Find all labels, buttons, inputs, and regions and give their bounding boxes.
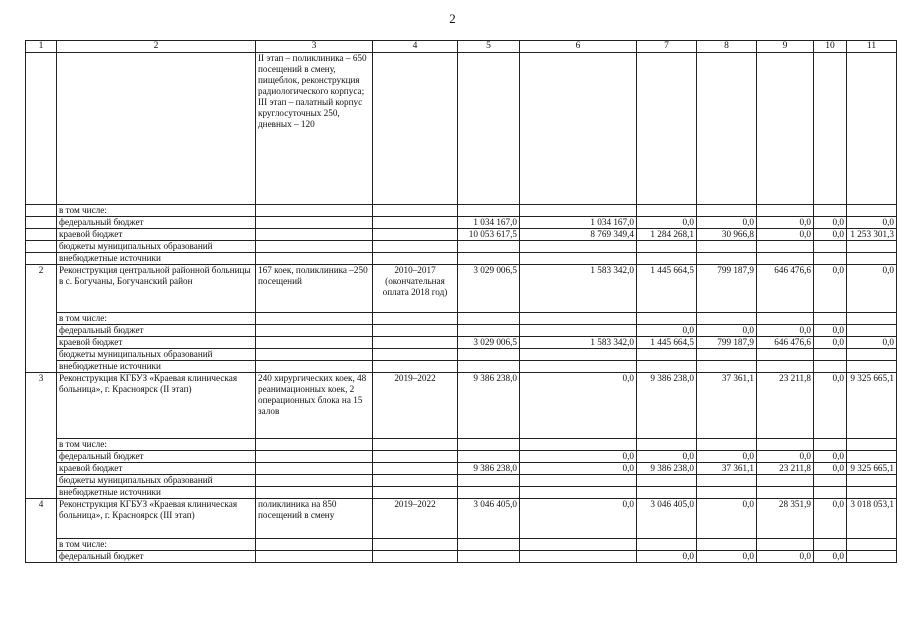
period-cell-blank	[373, 229, 458, 241]
amount-c6	[520, 539, 637, 551]
amount-c7	[637, 253, 697, 265]
column-header: 9	[757, 41, 814, 53]
period-cell-blank	[373, 313, 458, 325]
amount-c11	[847, 475, 897, 487]
total-c6: 0,0	[520, 499, 637, 539]
funding-source-label: федеральный бюджет	[57, 325, 256, 337]
amount-c8	[697, 487, 757, 499]
amount-c7	[637, 349, 697, 361]
capacity-cell-blank	[256, 325, 373, 337]
amount-c7	[637, 439, 697, 451]
amount-c7: 1 284 268,1	[637, 229, 697, 241]
funding-source-label: бюджеты муниципальных образований	[57, 349, 256, 361]
total-c7: 9 386 238,0	[637, 373, 697, 439]
blank-cell	[637, 53, 697, 205]
amount-c6: 0,0	[520, 463, 637, 475]
funding-source-label: федеральный бюджет	[57, 451, 256, 463]
amount-c7	[637, 487, 697, 499]
project-name: Реконструкция КГБУЗ «Краевая клиническая больница», г. Красноярск (III этап)	[57, 499, 256, 539]
capacity-cell-blank	[256, 349, 373, 361]
row-number-blank	[26, 229, 57, 241]
amount-c10: 0,0	[814, 337, 847, 349]
capacity-cell-blank	[256, 205, 373, 217]
period-cell-blank	[373, 205, 458, 217]
amount-c8	[697, 349, 757, 361]
amount-c9: 0,0	[757, 229, 814, 241]
period-cell-blank	[373, 361, 458, 373]
amount-c9	[757, 349, 814, 361]
breakdown-row	[26, 475, 897, 487]
capacity-cell-blank	[256, 313, 373, 325]
breakdown-row	[26, 361, 897, 373]
amount-c5	[458, 313, 520, 325]
amount-c5	[458, 451, 520, 463]
amount-c9	[757, 475, 814, 487]
amount-c6	[520, 439, 637, 451]
period-cell-blank	[373, 349, 458, 361]
period-cell-blank	[373, 217, 458, 229]
project-row	[26, 373, 897, 439]
budget-table	[25, 40, 897, 563]
amount-c7: 1 445 664,5	[637, 337, 697, 349]
stage-capacity-text: II этап – поликлиника – 650 посещений в смену, пищеблок, реконструкция радиологического корпуса; III этап – палатный корпус круглосуточных 250, дневных – 120	[256, 53, 373, 205]
funding-source-label: федеральный бюджет	[57, 551, 256, 563]
column-header: 7	[637, 41, 697, 53]
amount-c7: 0,0	[637, 451, 697, 463]
amount-c11	[847, 439, 897, 451]
amount-c8: 0,0	[697, 451, 757, 463]
amount-c7: 9 386 238,0	[637, 463, 697, 475]
amount-c7: 0,0	[637, 551, 697, 563]
capacity-cell-blank	[256, 253, 373, 265]
amount-c11: 9 325 665,1	[847, 463, 897, 475]
project-number: 3	[26, 373, 57, 499]
stage-capacity-row	[26, 53, 897, 205]
amount-c10: 0,0	[814, 451, 847, 463]
amount-c10: 0,0	[814, 217, 847, 229]
amount-c11	[847, 487, 897, 499]
project-number: 2	[26, 265, 57, 373]
project-capacity: 167 коек, поликлиника –250 посещений	[256, 265, 373, 313]
funding-source-label: в том числе:	[57, 439, 256, 451]
total-c8: 0,0	[697, 499, 757, 539]
total-c9: 646 476,6	[757, 265, 814, 313]
amount-c7	[637, 475, 697, 487]
funding-source-label: бюджеты муниципальных образований	[57, 475, 256, 487]
total-c7: 3 046 405,0	[637, 499, 697, 539]
amount-c11	[847, 361, 897, 373]
blank-cell	[458, 53, 520, 205]
breakdown-row	[26, 487, 897, 499]
period-cell-blank	[373, 463, 458, 475]
amount-c9	[757, 361, 814, 373]
amount-c5	[458, 349, 520, 361]
amount-c11	[847, 349, 897, 361]
blank-cell	[520, 53, 637, 205]
breakdown-row	[26, 325, 897, 337]
project-number: 4	[26, 499, 57, 563]
amount-c10	[814, 487, 847, 499]
capacity-cell-blank	[256, 241, 373, 253]
total-c9: 23 211,8	[757, 373, 814, 439]
project-period: 2019–2022	[373, 373, 458, 439]
amount-c9	[757, 313, 814, 325]
column-header: 8	[697, 41, 757, 53]
amount-c10: 0,0	[814, 325, 847, 337]
amount-c11: 0,0	[847, 337, 897, 349]
project-row	[26, 499, 897, 539]
period-cell-blank	[373, 325, 458, 337]
blank-cell	[814, 53, 847, 205]
amount-c10	[814, 253, 847, 265]
amount-c5	[458, 439, 520, 451]
period-cell-blank	[373, 539, 458, 551]
amount-c5	[458, 241, 520, 253]
amount-c11	[847, 539, 897, 551]
amount-c8	[697, 313, 757, 325]
amount-c6	[520, 253, 637, 265]
capacity-cell-blank	[256, 217, 373, 229]
amount-c5: 1 034 167,0	[458, 217, 520, 229]
amount-c5: 3 029 006,5	[458, 337, 520, 349]
project-period: 2010–2017 (окончательная оплата 2018 год)	[373, 265, 458, 313]
amount-c8: 799 187,9	[697, 337, 757, 349]
column-header: 6	[520, 41, 637, 53]
breakdown-row	[26, 241, 897, 253]
period-cell-blank	[373, 475, 458, 487]
total-c6: 1 583 342,0	[520, 265, 637, 313]
amount-c9: 646 476,6	[757, 337, 814, 349]
total-c8: 799 187,9	[697, 265, 757, 313]
capacity-cell-blank	[256, 551, 373, 563]
amount-c11	[847, 451, 897, 463]
amount-c10	[814, 361, 847, 373]
project-period: 2019–2022	[373, 499, 458, 539]
breakdown-row	[26, 313, 897, 325]
amount-c10	[814, 439, 847, 451]
row-number-blank	[26, 53, 57, 205]
period-cell-blank	[373, 253, 458, 265]
project-name: Реконструкция КГБУЗ «Краевая клиническая больница», г. Красноярск (II этап)	[57, 373, 256, 439]
amount-c8: 37 361,1	[697, 463, 757, 475]
column-header: 2	[57, 41, 256, 53]
column-header: 10	[814, 41, 847, 53]
amount-c9: 0,0	[757, 217, 814, 229]
amount-c11: 0,0	[847, 217, 897, 229]
funding-source-label: в том числе:	[57, 539, 256, 551]
capacity-cell-blank	[256, 463, 373, 475]
amount-c5	[458, 361, 520, 373]
row-number-blank	[26, 205, 57, 217]
total-c5: 9 386 238,0	[458, 373, 520, 439]
funding-source-label: краевой бюджет	[57, 229, 256, 241]
breakdown-row	[26, 451, 897, 463]
amount-c7: 0,0	[637, 217, 697, 229]
capacity-cell-blank	[256, 229, 373, 241]
period-cell-blank	[373, 337, 458, 349]
breakdown-row	[26, 539, 897, 551]
capacity-cell-blank	[256, 337, 373, 349]
amount-c9: 0,0	[757, 325, 814, 337]
amount-c5	[458, 253, 520, 265]
capacity-cell-blank	[256, 487, 373, 499]
breakdown-row	[26, 205, 897, 217]
period-cell-blank	[373, 451, 458, 463]
amount-c5	[458, 325, 520, 337]
amount-c6	[520, 475, 637, 487]
total-c5: 3 046 405,0	[458, 499, 520, 539]
blank-cell	[847, 53, 897, 205]
amount-c5: 10 053 617,5	[458, 229, 520, 241]
breakdown-row	[26, 349, 897, 361]
amount-c11	[847, 241, 897, 253]
period-cell-blank	[373, 551, 458, 563]
amount-c9: 23 211,8	[757, 463, 814, 475]
amount-c6: 1 583 342,0	[520, 337, 637, 349]
amount-c9: 0,0	[757, 451, 814, 463]
period-cell-blank	[373, 439, 458, 451]
total-c8: 37 361,1	[697, 373, 757, 439]
amount-c6	[520, 551, 637, 563]
amount-c7	[637, 361, 697, 373]
funding-source-label: внебюджетные источники	[57, 487, 256, 499]
breakdown-row	[26, 217, 897, 229]
breakdown-row	[26, 439, 897, 451]
amount-c9	[757, 539, 814, 551]
blank-cell	[697, 53, 757, 205]
amount-c5	[458, 487, 520, 499]
amount-c7	[637, 241, 697, 253]
amount-c5	[458, 539, 520, 551]
amount-c9	[757, 487, 814, 499]
page-number: 2	[449, 11, 456, 26]
column-header: 11	[847, 41, 897, 53]
amount-c9	[757, 439, 814, 451]
amount-c6: 1 034 167,0	[520, 217, 637, 229]
project-name: Реконструкция центральной районной больницы в с. Богучаны, Богучанский район	[57, 265, 256, 313]
funding-source-label: краевой бюджет	[57, 463, 256, 475]
amount-c9	[757, 253, 814, 265]
total-c10: 0,0	[814, 373, 847, 439]
row-number-blank	[26, 253, 57, 265]
amount-c10	[814, 313, 847, 325]
amount-c5	[458, 205, 520, 217]
amount-c8	[697, 205, 757, 217]
capacity-cell-blank	[256, 439, 373, 451]
amount-c11	[847, 313, 897, 325]
amount-c10	[814, 205, 847, 217]
amount-c10	[814, 241, 847, 253]
capacity-cell-blank	[256, 475, 373, 487]
amount-c8	[697, 439, 757, 451]
breakdown-row	[26, 337, 897, 349]
amount-c11	[847, 205, 897, 217]
amount-c11	[847, 253, 897, 265]
amount-c6	[520, 325, 637, 337]
amount-c10: 0,0	[814, 463, 847, 475]
total-c5: 3 029 006,5	[458, 265, 520, 313]
blank-cell	[373, 53, 458, 205]
amount-c8: 0,0	[697, 325, 757, 337]
amount-c8	[697, 253, 757, 265]
total-c9: 28 351,9	[757, 499, 814, 539]
amount-c11: 1 253 301,3	[847, 229, 897, 241]
amount-c6	[520, 487, 637, 499]
amount-c6: 0,0	[520, 451, 637, 463]
project-row	[26, 265, 897, 313]
breakdown-row	[26, 463, 897, 475]
amount-c11	[847, 551, 897, 563]
amount-c10	[814, 539, 847, 551]
amount-c7: 0,0	[637, 325, 697, 337]
amount-c10: 0,0	[814, 551, 847, 563]
total-c10: 0,0	[814, 265, 847, 313]
amount-c5	[458, 551, 520, 563]
amount-c7	[637, 313, 697, 325]
blank-cell	[757, 53, 814, 205]
capacity-cell-blank	[256, 361, 373, 373]
funding-source-label: в том числе:	[57, 205, 256, 217]
amount-c9	[757, 241, 814, 253]
capacity-cell-blank	[256, 539, 373, 551]
row-number-blank	[26, 217, 57, 229]
amount-c7	[637, 539, 697, 551]
column-header: 5	[458, 41, 520, 53]
total-c6: 0,0	[520, 373, 637, 439]
total-c10: 0,0	[814, 499, 847, 539]
amount-c6	[520, 349, 637, 361]
amount-c6: 8 769 349,4	[520, 229, 637, 241]
total-c11: 9 325 665,1	[847, 373, 897, 439]
amount-c7	[637, 205, 697, 217]
amount-c10	[814, 349, 847, 361]
funding-source-label: в том числе:	[57, 313, 256, 325]
column-header: 3	[256, 41, 373, 53]
amount-c8: 0,0	[697, 551, 757, 563]
amount-c8	[697, 241, 757, 253]
capacity-cell-blank	[256, 451, 373, 463]
amount-c9	[757, 205, 814, 217]
amount-c9: 0,0	[757, 551, 814, 563]
amount-c11	[847, 325, 897, 337]
funding-source-label: внебюджетные источники	[57, 361, 256, 373]
period-cell-blank	[373, 241, 458, 253]
period-cell-blank	[373, 487, 458, 499]
total-c11: 3 018 053,1	[847, 499, 897, 539]
column-header: 1	[26, 41, 57, 53]
amount-c6	[520, 205, 637, 217]
amount-c5: 9 386 238,0	[458, 463, 520, 475]
amount-c6	[520, 313, 637, 325]
amount-c10	[814, 475, 847, 487]
project-capacity: поликлиника на 850 посещений в смену	[256, 499, 373, 539]
amount-c8	[697, 539, 757, 551]
funding-source-label: бюджеты муниципальных образований	[57, 241, 256, 253]
project-name-blank	[57, 53, 256, 205]
row-number-blank	[26, 241, 57, 253]
amount-c6	[520, 361, 637, 373]
total-c11: 0,0	[847, 265, 897, 313]
project-capacity: 240 хирургических коек, 48 реанимационных коек, 2 операционных блока на 15 залов	[256, 373, 373, 439]
column-header-row	[26, 41, 897, 53]
funding-source-label: внебюджетные источники	[57, 253, 256, 265]
amount-c5	[458, 475, 520, 487]
column-header: 4	[373, 41, 458, 53]
total-c7: 1 445 664,5	[637, 265, 697, 313]
amount-c8: 30 966,8	[697, 229, 757, 241]
amount-c8	[697, 361, 757, 373]
amount-c8: 0,0	[697, 217, 757, 229]
breakdown-row	[26, 229, 897, 241]
amount-c8	[697, 475, 757, 487]
breakdown-row	[26, 551, 897, 563]
funding-source-label: краевой бюджет	[57, 337, 256, 349]
amount-c6	[520, 241, 637, 253]
amount-c10: 0,0	[814, 229, 847, 241]
funding-source-label: федеральный бюджет	[57, 217, 256, 229]
breakdown-row	[26, 253, 897, 265]
